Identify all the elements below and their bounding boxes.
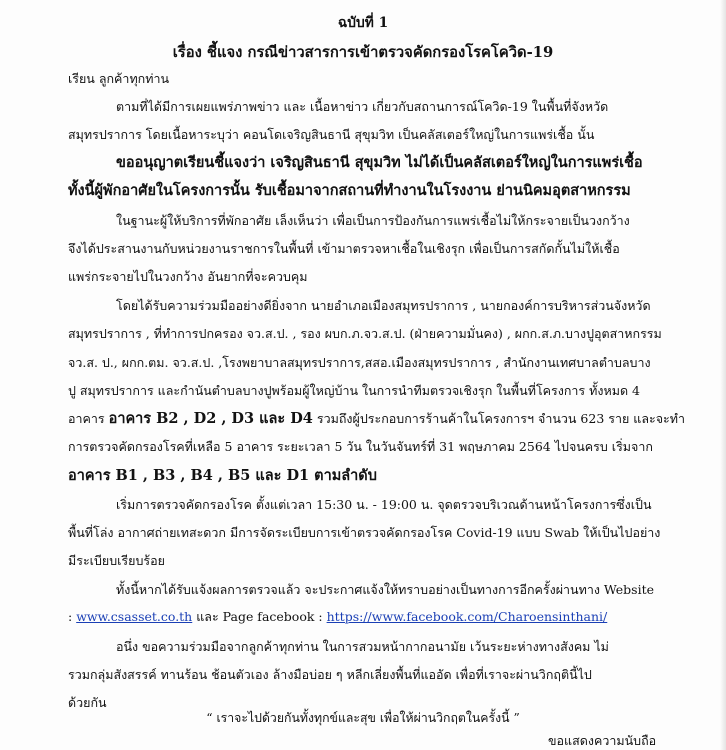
para4-line5 <box>68 410 685 428</box>
para4-line4: ปู สมุทรปราการ และกำนันตำบลบางปูพร้อมผู้ใหญ่บ้าน ในการนำทีมตรวจเชิงรุก ในพื้นที่โครงการ ทั้งหมด 4 <box>68 383 640 398</box>
para3-line1: ในฐานะผู้ให้บริการที่พักอาศัย เล็งเห็นว่า เพื่อเป็นการป้องกันการแพร่เชื้อไม่ให้กระจายเป็นวงกว้าง <box>116 213 630 228</box>
para7-line2: รวมกลุ่มสังสรรค์ ทานร้อน ช้อนตัวเอง ล้างมือบ่อย ๆ หลีกเลี่ยงพื้นที่แออัด เพื่อที่เราจะผ่านวิกฤตินี้ไป <box>68 667 592 682</box>
document-subject: เรื่อง ชี้แจง กรณีข่าวสารการเข้าตรวจคัดกรองโรคโควิด-19 <box>172 43 554 61</box>
para4-line6: การตรวจคัดกรองโรคที่เหลือ 5 อาคาร ระยะเวลา 5 วัน ในวันจันทร์ที่ 31 พฤษภาคม 2564 ไปจนครบ เริ่มจาก <box>68 439 653 454</box>
para4-line1: โดยได้รับความร่วมมืออย่างดียิ่งจาก นายอำเภอเมืองสมุทรปราการ , นายกองค์การบริหารส่วนจังหวัด <box>116 298 651 313</box>
para5-line2: พื้นที่โล่ง อากาศถ่ายเทสะดวก มีการจัดระเบียบการเข้าตรวจคัดกรองโรค Covid-19 แบบ Swab ให้เป็นไปอย่าง <box>68 525 661 540</box>
para5-line3: มีระเบียบเรียบร้อย <box>68 553 165 568</box>
para2-line2: ทั้งนี้ผู้พักอาศัยในโครงการนั้น รับเชื้อมาจากสถานที่ทำงานในโรงงาน ย่านนิคมอุตสาหกรรม <box>68 182 631 199</box>
para5-line1: เริ่มการตรวจคัดกรองโรค ตั้งแต่เวลา 15:30 น. - 19:00 น. จุดตรวจบริเวณด้านหน้าโครงการซึ่งเป็น <box>116 497 652 512</box>
para4-line5-end: รวมถึงผู้ประกอบการร้านค้าในโครงการฯ จำนวน 623 ราย และจะทำ <box>316 411 686 426</box>
para4-line2: สมุทรปราการ , ที่ทำการปกครอง จว.ส.ป. , รอง ผบก.ภ.จว.ส.ป. (ฝ่ายความมั่นคง) , ผกก.ส.ภ.บางปูอุตสาหกรรม <box>68 326 662 341</box>
para6-line2 <box>68 608 607 626</box>
para6-line1: ทั้งนี้หากได้รับแจ้งผลการตรวจแล้ว จะประกาศแจ้งให้ทราบอย่างเป็นทางการอีกครั้งผ่านทาง Website <box>116 582 654 597</box>
buildings-tested: อาคาร B2 , D2 , D3 และ D4 <box>108 410 313 427</box>
document-number: ฉบับที่ 1 <box>337 15 389 31</box>
buildings-remaining: อาคาร B1 , B3 , B4 , B5 และ D1 ตามลำดับ <box>68 467 377 484</box>
para1-line2: สมุทรปราการ โดยเนื้อหาระบุว่า คอนโดเจริญสินธานี สุขุมวิท เป็นคลัสเตอร์ใหญ่ในการแพร่เชื้อ นั้น <box>68 127 595 142</box>
para3-line3: แพร่กระจายไปในวงกว้าง อันยากที่จะควบคุม <box>68 269 308 284</box>
colon: : <box>68 609 73 624</box>
para7-line1: อนึ่ง ขอความร่วมมือจากลูกค้าทุกท่าน ในการสวมหน้ากากอนามัย เว้นระยะห่างทางสังคม ไม่ <box>116 639 609 654</box>
closing-signoff: ขอแสดงความนับถือ <box>548 733 657 748</box>
para1-line1: ตามที่ได้มีการเผยแพร่ภาพข่าว และ เนื้อหาข่าว เกี่ยวกับสถานการณ์โควิด-19 ในพื้นที่จังหวัด <box>116 99 609 114</box>
facebook-label: และ Page facebook : <box>196 609 323 624</box>
para4-line5-start: อาคาร <box>68 411 105 426</box>
para4-line3: จว.ส. ป., ผกก.ตม. จว.ส.ป. ,โรงพยาบาลสมุทรปราการ,สสอ.เมืองสมุทรปราการ , สำนักงานเทศบาลตำบลบาง <box>68 355 651 370</box>
para7-line3: ด้วยกัน <box>68 695 107 710</box>
facebook-link[interactable]: https://www.facebook.com/Charoensinthani/ <box>326 609 608 624</box>
closing-quote: “ เราจะไปด้วยกันทั้งทุกข์และสุข เพื่อให้ผ่านวิกฤตในครั้งนี้ ” <box>206 710 520 725</box>
salutation: เรียน ลูกค้าทุกท่าน <box>68 71 170 86</box>
website-link[interactable]: www.csasset.co.th <box>76 609 193 624</box>
para2-line1: ขออนุญาตเรียนชี้แจงว่า เจริญสินธานี สุขุมวิท ไม่ได้เป็นคลัสเตอร์ใหญ่ในการแพร่เชื้อ <box>116 154 643 171</box>
page-edge-shadow <box>720 0 726 750</box>
para3-line2: จึงได้ประสานงานกับหน่วยงานราชการในพื้นที่ เข้ามาตรวจหาเชื้อในเชิงรุก เพื่อเป็นการสกัดกั้นไม่ให้เชื้อ <box>68 241 620 256</box>
